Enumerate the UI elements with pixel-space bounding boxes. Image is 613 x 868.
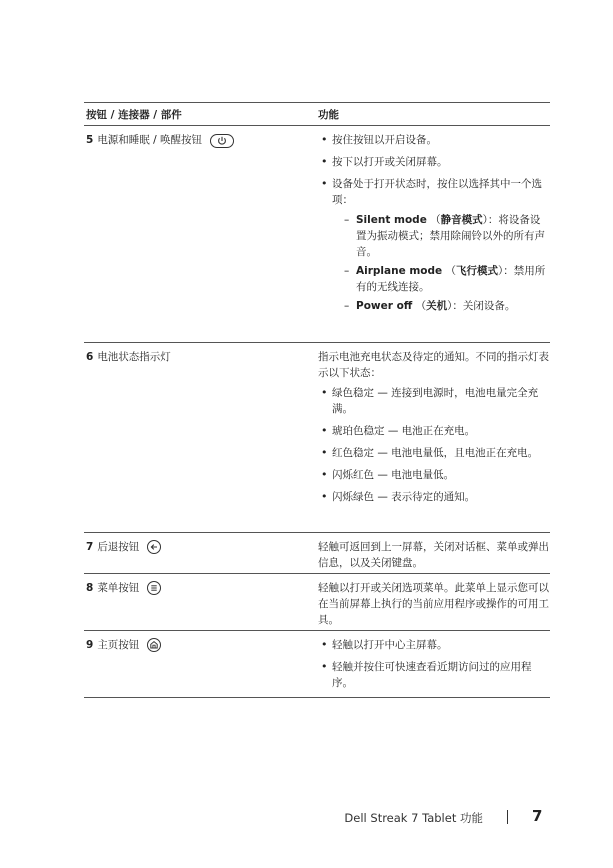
component-cell [84, 126, 318, 342]
header-component: 按钮 / 连接器 / 部件 [86, 108, 182, 121]
component-name: 菜单按钮 [97, 582, 140, 594]
option-item: – Power off （关机）：关闭设备。 [344, 298, 550, 314]
item-number: 8 [86, 582, 94, 594]
menu-icon [147, 581, 161, 595]
back-arrow-icon [147, 540, 161, 554]
option-label: Airplane mode [356, 265, 443, 277]
description-text: 轻触以打开或关闭选项菜单。此菜单上显示您可以在当前屏幕上执行的当前应用程序或操作的可用工具。 [318, 582, 549, 626]
function-cell [318, 126, 550, 342]
item-number: 6 [86, 351, 94, 363]
description-text: 指示电池充电状态及待定的通知。不同的指示灯表示以下状态： [318, 351, 549, 379]
table-row [84, 126, 550, 343]
function-cell [318, 574, 550, 630]
table-row [84, 574, 550, 631]
table-row [84, 343, 550, 533]
function-cell [318, 343, 550, 532]
function-cell [318, 631, 550, 697]
component-cell [84, 533, 318, 573]
footer-title: Dell Streak 7 Tablet 功能 [344, 811, 483, 825]
component-name: 主页按钮 [97, 639, 140, 651]
function-cell [318, 533, 550, 573]
home-icon [147, 638, 161, 652]
table-header [84, 103, 550, 126]
footer-divider [507, 810, 508, 824]
option-item: – Airplane mode （飞行模式）：禁用所有的无线连接。 [344, 263, 550, 295]
page-footer [0, 808, 613, 828]
component-name: 电池状态指示灯 [97, 351, 171, 363]
description-text: 轻触可返回到上一屏幕，关闭对话框、菜单或弹出信息，以及关闭键盘。 [318, 541, 549, 569]
item-number: 9 [86, 639, 94, 651]
list-item: • 按下以打开或关闭屏幕。 [318, 154, 550, 170]
option-item: – Silent mode （静音模式）：将设备设置为振动模式；禁用除闹铃以外的所有声音。 [344, 212, 550, 260]
component-cell [84, 631, 318, 697]
component-cell [84, 574, 318, 630]
list-item: • 轻触并按住可快速查看近期访问过的应用程序。 [318, 659, 550, 691]
table-row [84, 533, 550, 574]
option-zh: 静音模式 [440, 214, 483, 226]
page-number: 7 [532, 807, 543, 825]
component-cell [84, 343, 318, 532]
option-label: Silent mode [356, 214, 427, 226]
option-desc: 禁用所有的无线连接。 [356, 265, 546, 293]
option-zh: 关机 [426, 300, 448, 312]
option-desc: 将设备设置为振动模式；禁用除闹铃以外的所有声音。 [356, 214, 545, 258]
item-number: 7 [86, 541, 94, 553]
item-number: 5 [86, 134, 94, 146]
list-item: • 设备处于打开状态时，按住以选择其中一个选项： – Silent mode （静音模式）：将设备设置为振动模式；禁用除闹铃以外的所有声音。 – Airplane mode （飞行模式）：禁用所有的无线连接。 – Power off （关机）：关闭设备。 [318, 176, 550, 314]
list-item: • 闪烁绿色 — 表示待定的通知。 [318, 489, 550, 505]
header-function: 功能 [318, 108, 339, 121]
power-icon [210, 134, 234, 148]
option-zh: 飞行模式 [456, 265, 498, 277]
list-item: • 琥珀色稳定 — 电池正在充电。 [318, 423, 550, 439]
list-item: • 绿色稳定 — 连接到电源时，电池电量完全充满。 [318, 385, 550, 417]
list-item: • 按住按钮以开启设备。 [318, 132, 550, 148]
list-item: • 轻触以打开中心主屏幕。 [318, 637, 550, 653]
option-label: Power off [356, 300, 413, 312]
feature-table [84, 102, 550, 698]
table-row [84, 631, 550, 698]
component-name: 后退按钮 [97, 541, 140, 553]
component-name: 电源和睡眠 / 唤醒按钮 [97, 134, 203, 146]
list-item: • 红色稳定 — 电池电量低，且电池正在充电。 [318, 445, 550, 461]
option-desc: 关闭设备。 [462, 300, 516, 312]
list-item: • 闪烁红色 — 电池电量低。 [318, 467, 550, 483]
